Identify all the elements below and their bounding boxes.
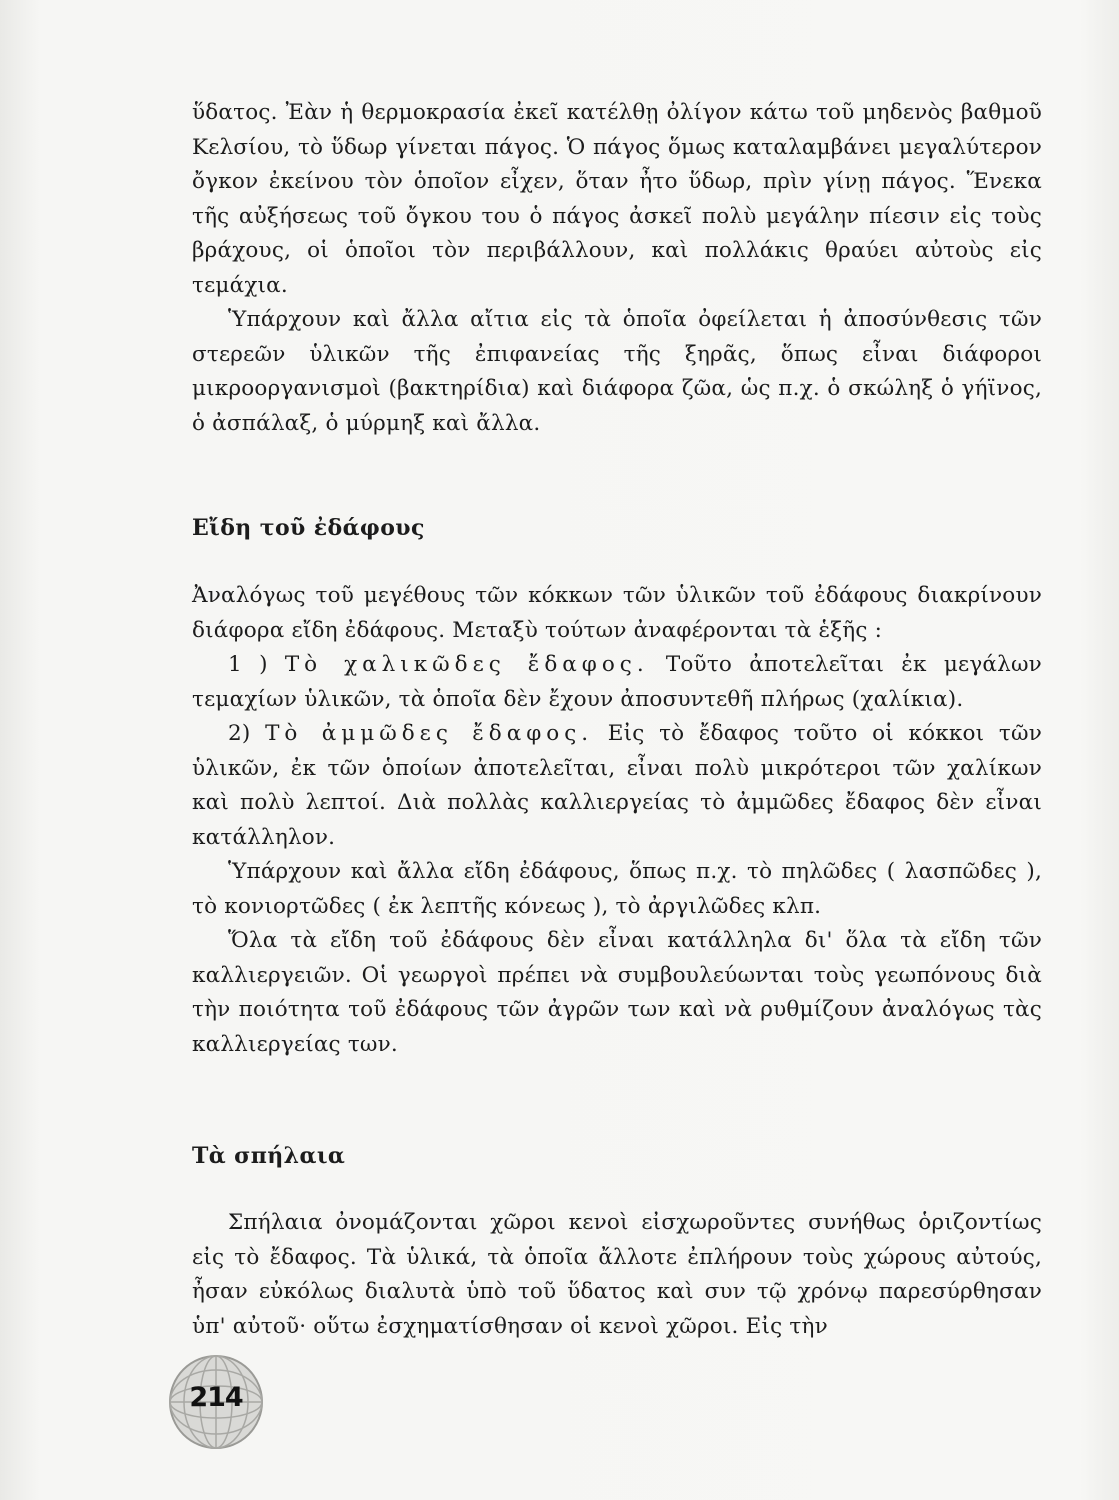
term-sandy-soil: Τὸ ἀμμῶδες ἔδαφος. — [265, 721, 594, 746]
term-gravel-soil: Τὸ χαλικῶδες ἔδαφος. — [284, 652, 649, 677]
paragraph-other-causes: Ὑπάρχουν καὶ ἄλλα αἴτια εἰς τὰ ὁποῖα ὀφείλεται ἡ ἀποσύνθεσις τῶν στερεῶν ὑλικῶν τῆς ἐπιφανείας τῆς ξηρᾶς, ὅπως εἶναι διάφοροι μικροοργανισμοὶ (βακτηρίδια) καὶ διάφορα ζῶα, ὡς π.χ. ὁ σκώληξ ὁ γήϊνος, ὁ ἀσπάλαξ, ὁ μύρμηξ καὶ ἄλλα. — [192, 307, 1042, 436]
paragraph-soil-intro: Ἀναλόγως τοῦ μεγέθους τῶν κόκκων τῶν ὑλικῶν τοῦ ἐδάφους διακρίνουν διάφορα εἴδη ἐδάφους. Μεταξὺ τούτων ἀναφέρονται τὰ ἑξῆς : — [192, 583, 1042, 643]
body-top — [192, 96, 1042, 441]
paragraph-caves-definition: Σπήλαια ὀνομάζονται χῶροι κενοὶ εἰσχωροῦντες συνήθως ὁριζοντίως εἰς τὸ ἔδαφος. Τὰ ὑλικά, τὰ ὁποῖα ἄλλοτε ἐπλήρουν τοὺς χώρους αὐτούς, ἦσαν εὐκόλως διαλυτὰ ὑπὸ τοῦ ὕδατος καὶ συν τῷ χρόνῳ παρεσύρθησαν ὑπ' αὐτοῦ· οὕτω ἐσχηματίσθησαν οἱ κενοὶ χῶροι. Εἰς τὴν — [192, 1210, 1042, 1339]
list-item-number: 2) — [228, 721, 251, 746]
list-item-sandy-soil — [192, 717, 1042, 855]
section-heading-soil-types: Εἴδη τοῦ ἐδάφους — [192, 515, 425, 541]
list-item-number: 1 ) — [228, 652, 268, 677]
paragraph-other-soils: Ὑπάρχουν καὶ ἄλλα εἴδη ἐδάφους, ὅπως π.χ. τὸ πηλῶδες ( λασπῶδες ), τὸ κονιορτῶδες ( ἐκ λεπτῆς κόνεως ), τὸ ἀργιλῶδες κλπ. — [192, 859, 1042, 919]
definition-gravel-soil: Τοῦτο ἀποτελεῖται ἐκ μεγάλων τεμαχίων ὑλικῶν, τὰ ὁποῖα δὲν ἔχουν ἀποσυντεθῆ πλήρως (χαλίκια). — [192, 652, 1042, 712]
definition-sandy-soil: Εἰς τὸ ἔδαφος τοῦτο οἱ κόκκοι τῶν ὑλικῶν, ἐκ τῶν ὁποίων ἀποτελεῖται, εἶναι πολὺ μικρότεροι τῶν χαλίκων καὶ πολὺ λεπτοί. Διὰ πολλὰς καλλιεργείας τὸ ἀμμῶδες ἔδαφος δὲν εἶναι κατάλληλον. — [192, 721, 1042, 850]
page-number: 214 — [189, 1382, 243, 1413]
paragraph-water-freezing: ὕδατος. Ἐὰν ἡ θερμοκρασία ἐκεῖ κατέλθῃ ὀλίγον κάτω τοῦ μηδενὸς βαθμοῦ Κελσίου, τὸ ὕδωρ γίνεται πάγος. Ὁ πάγος ὅμως καταλαμβάνει μεγαλύτερον ὄγκον ἐκείνου τὸν ὁποῖον εἶχεν, ὅταν ἦτο ὕδωρ, πρὶν γίνῃ πάγος. Ἕνεκα τῆς αὐξήσεως τοῦ ὄγκου του ὁ πάγος ἀσκεῖ πολὺ μεγάλην πίεσιν εἰς τοὺς βράχους, οἱ ὁποῖοι τὸν περιβάλλουν, καὶ πολλάκις θραύει αὐτοὺς εἰς τεμάχια. — [192, 100, 1042, 298]
section-soil-types-body — [192, 579, 1042, 1062]
paragraph-soil-suitability: Ὅλα τὰ εἴδη τοῦ ἐδάφους δὲν εἶναι κατάλληλα δι' ὅλα τὰ εἴδη τῶν καλλιεργειῶν. Οἱ γεωργοὶ πρέπει νὰ συμβουλεύωνται τοὺς γεωπόνους διὰ τὴν ποιότητα τοῦ ἐδάφους τῶν ἀγρῶν των καὶ νὰ ρυθμίζουν ἀναλόγως τὰς καλλιεργείας των. — [192, 928, 1042, 1057]
list-item-gravel-soil — [192, 648, 1042, 717]
section-heading-caves: Τὰ σπήλαια — [192, 1143, 346, 1169]
section-caves-body — [192, 1206, 1042, 1344]
